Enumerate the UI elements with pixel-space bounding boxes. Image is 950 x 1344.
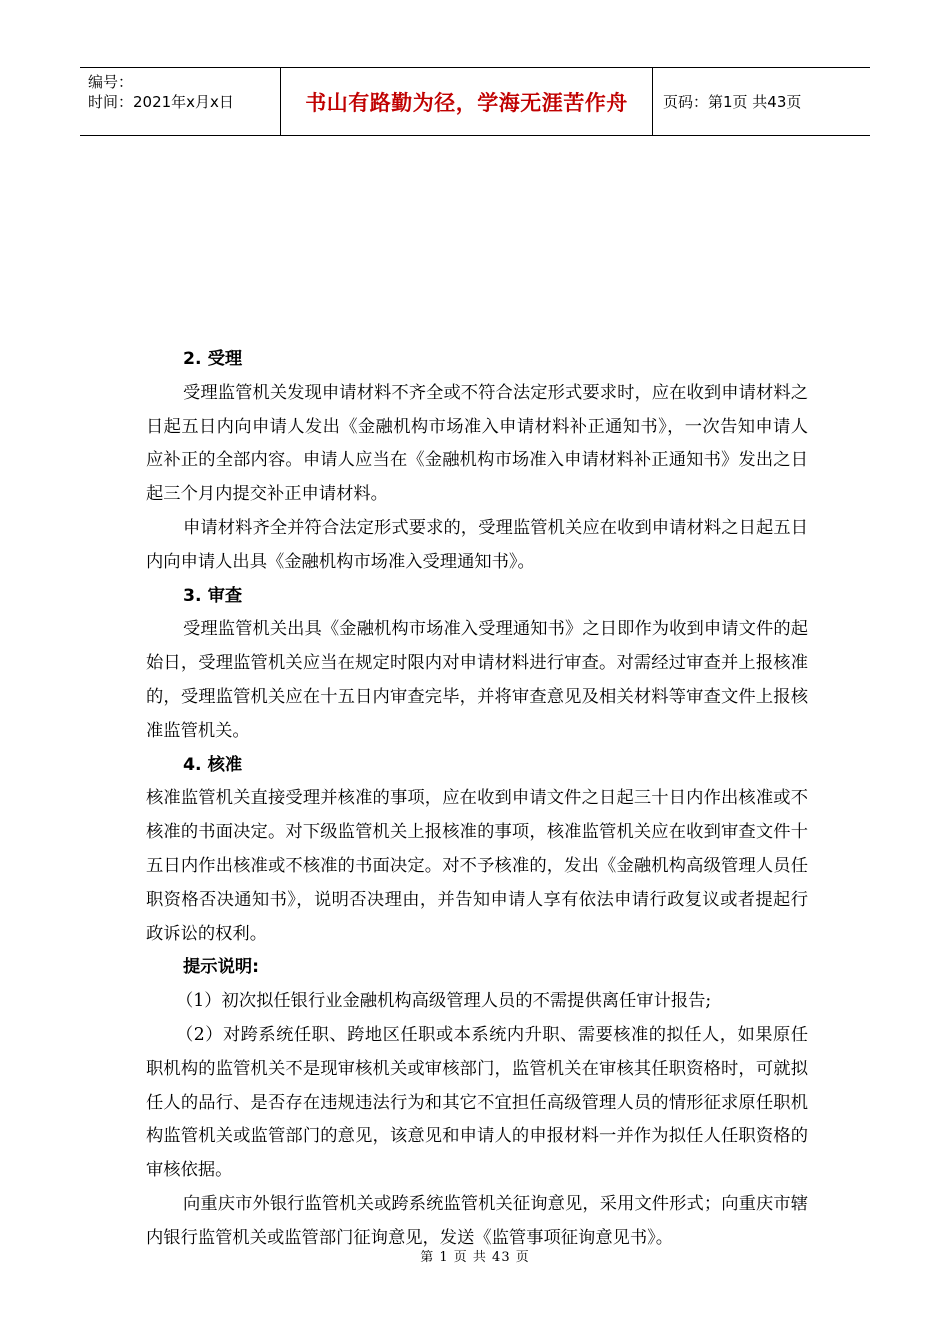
note-item: （1）初次拟任银行业金融机构高级管理人员的不需提供离任审计报告; <box>176 991 712 1012</box>
document-body <box>146 343 808 1256</box>
page-footer: 第 1 页 共 43 页 <box>420 1250 530 1265</box>
paragraph: 受理监管机关发现申请材料不齐全或不符合法定形式要求时，应在收到申请材料之日起五日内向申请人发出《金融机构市场准入申请材料补正通知书》，一次告知申请人应补正的全部内容。申请人应当在《金融机构市场准入申请材料补正通知书》发出之日起三个月内提交补正申请材料。 <box>146 382 808 505</box>
paragraph: 申请材料齐全并符合法定形式要求的，受理监管机关应在收到申请材料之日起五日内向申请人出具《金融机构市场准入受理通知书》。 <box>146 517 808 572</box>
section-heading-review: 3. 审查 <box>183 585 243 606</box>
header-meta <box>80 68 280 135</box>
section-heading-approval: 4. 核准 <box>183 754 243 775</box>
header-motto: 书山有路勤为径，学海无涯苦作舟 <box>280 68 653 135</box>
header-page-info: 页码：第1页 共43页 <box>663 93 802 111</box>
paragraph: 核准监管机关直接受理并核准的事项，应在收到申请文件之日起三十日内作出核准或不核准的书面决定。对下级监管机关上报核准的事项，核准监管机关应在收到审查文件十五日内作出核准或不核准的书面决定。对不予核准的，发出《金融机构高级管理人员任职资格否决通知书》，说明否决理由，并告知申请人享有依法申请行政复议或者提起行政诉讼的权利。 <box>146 788 808 944</box>
section-heading-acceptance: 2. 受理 <box>183 349 243 369</box>
paragraph: 向重庆市外银行监管机关或跨系统监管机关征询意见，采用文件形式；向重庆市辖内银行监管机关或监管部门征询意见，发送《监管事项征询意见书》。 <box>146 1193 808 1248</box>
document-time-label: 时间：2021年x月x日 <box>88 93 234 111</box>
paragraph: 受理监管机关出具《金融机构市场准入受理通知书》之日即作为收到申请文件的起始日，受理监管机关应当在规定时限内对申请材料进行审查。对需经过审查并上报核准的，受理监管机关应在十五日内审查完毕，并将审查意见及相关材料等审查文件上报核准监管机关。 <box>146 619 808 741</box>
note-item: （2）对跨系统任职、跨地区任职或本系统内升职、需要核准的拟任人，如果原任职机构的监管机关不是现审核机关或审核部门，监管机关在审核其任职资格时，可就拟任人的品行、是否存在违规违法行为和其它不宜担任高级管理人员的情形征求原任职机构监管机关或监管部门的意见，该意见和申请人的申报材料一并作为拟任人任职资格的审核依据。 <box>146 1024 808 1181</box>
document-number-label: 编号： <box>88 73 134 91</box>
section-heading-notes: 提示说明: <box>183 957 260 978</box>
page-header <box>80 67 870 136</box>
